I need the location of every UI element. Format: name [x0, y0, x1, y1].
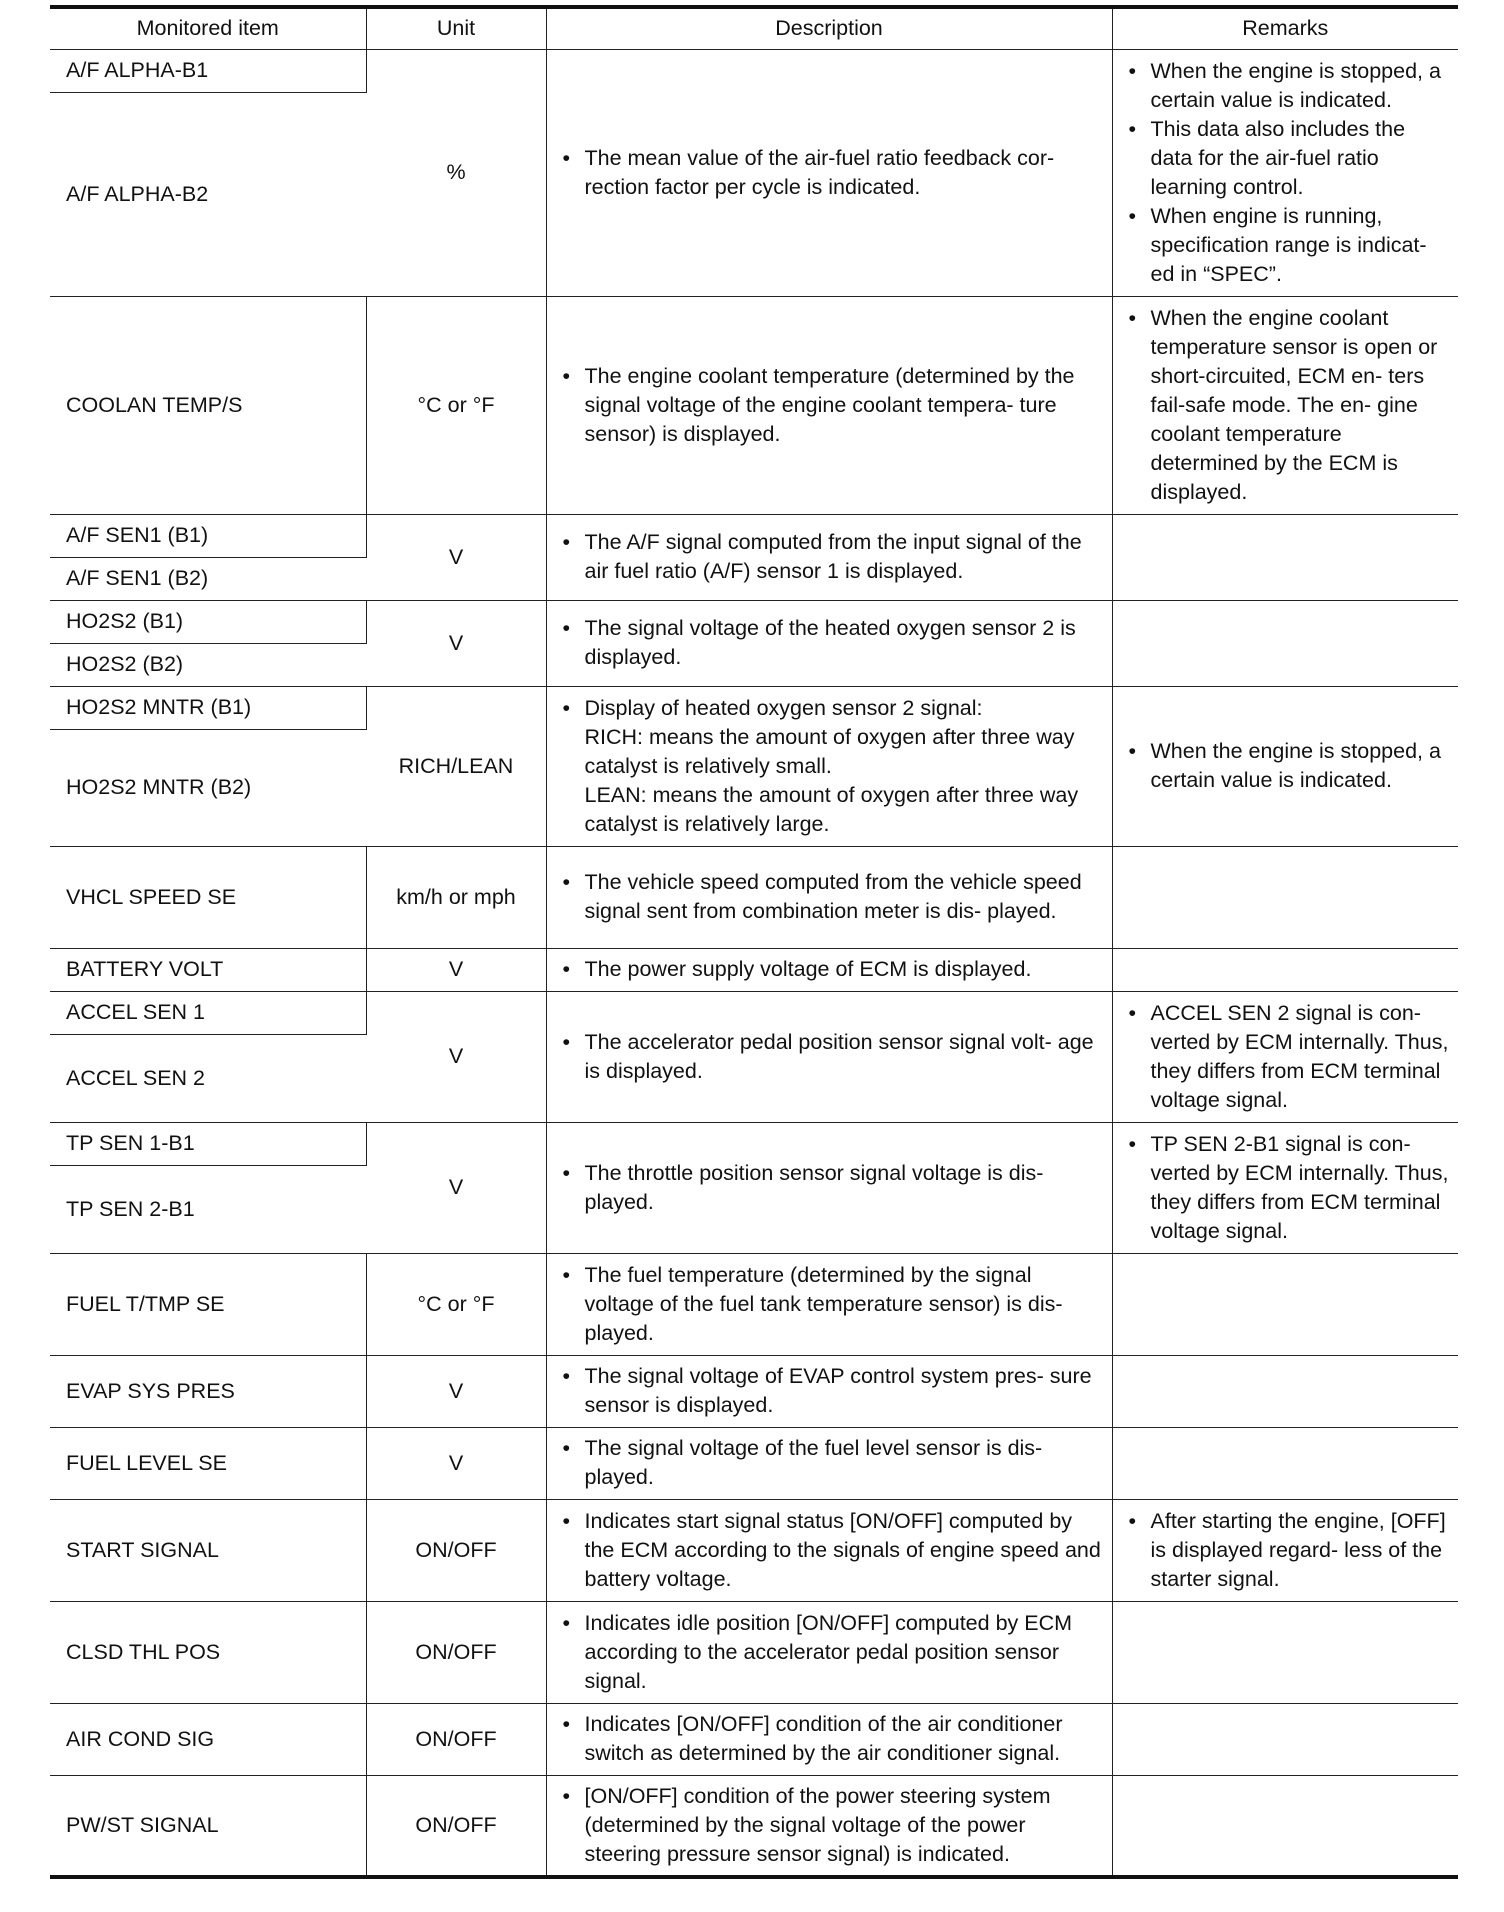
unit-cell: V	[366, 948, 546, 991]
remarks-bullet: • After starting the engine, [OFF] is displayed regard- less of the starter signal.	[1127, 1507, 1451, 1594]
table-row	[50, 296, 1458, 514]
header-row	[50, 7, 1458, 49]
description-cell	[546, 948, 1112, 991]
remarks-cell	[1112, 49, 1458, 296]
monitored-item: TP SEN 2-B1	[50, 1165, 366, 1253]
description-list	[561, 1028, 1104, 1086]
description-list	[561, 955, 1104, 984]
table-row	[50, 686, 1458, 729]
description-bullet: • The mean value of the air-fuel ratio feedback cor- rection factor per cycle is indicated.	[561, 144, 1104, 202]
monitored-item: HO2S2 (B2)	[50, 643, 366, 686]
description-bullet: • The signal voltage of the fuel level sensor is dis- played.	[561, 1434, 1104, 1492]
remarks-list	[1127, 737, 1451, 795]
remarks-cell	[1112, 991, 1458, 1122]
table-row	[50, 991, 1458, 1034]
description-list	[561, 1782, 1104, 1869]
table-row	[50, 846, 1458, 948]
remarks-cell	[1112, 1355, 1458, 1427]
remarks-cell	[1112, 600, 1458, 686]
description-bullet: • The signal voltage of EVAP control system pres- sure sensor is displayed.	[561, 1362, 1104, 1420]
monitored-item: CLSD THL POS	[50, 1601, 366, 1703]
header-monitored-item: Monitored item	[50, 7, 366, 49]
description-bullet: • Indicates idle position [ON/OFF] computed by ECM according to the accelerator pedal position sensor signal.	[561, 1609, 1104, 1696]
document	[50, 5, 1458, 1879]
table-row	[50, 1499, 1458, 1601]
unit-cell: RICH/LEAN	[366, 686, 546, 846]
monitored-item: FUEL LEVEL SE	[50, 1427, 366, 1499]
monitored-item: A/F SEN1 (B2)	[50, 557, 366, 600]
remarks-list	[1127, 57, 1451, 289]
monitored-item: A/F SEN1 (B1)	[50, 514, 366, 557]
remarks-bullet: • When the engine is stopped, a certain value is indicated.	[1127, 57, 1451, 115]
monitored-item: TP SEN 1-B1	[50, 1122, 366, 1165]
description-list	[561, 1362, 1104, 1420]
description-cell	[546, 1355, 1112, 1427]
table-row	[50, 1253, 1458, 1355]
monitored-item: HO2S2 MNTR (B2)	[50, 729, 366, 846]
description-bullet: • The throttle position sensor signal voltage is dis- played.	[561, 1159, 1104, 1217]
description-bullet: • The signal voltage of the heated oxygen sensor 2 is displayed.	[561, 614, 1104, 672]
remarks-bullet: • When the engine coolant temperature sensor is open or short-circuited, ECM en- ters fail-safe mode. The en- gine coolant temperature determined by the ECM is displayed.	[1127, 304, 1451, 507]
header-remarks: Remarks	[1112, 7, 1458, 49]
description-cell	[546, 1775, 1112, 1877]
monitored-item: A/F ALPHA-B2	[50, 92, 366, 296]
remarks-cell	[1112, 1499, 1458, 1601]
remarks-list	[1127, 999, 1451, 1115]
remarks-cell	[1112, 1427, 1458, 1499]
description-list	[561, 144, 1104, 202]
description-bullet: • Indicates [ON/OFF] condition of the air conditioner switch as determined by the air conditioner signal.	[561, 1710, 1104, 1768]
description-list	[561, 1609, 1104, 1696]
description-list	[561, 1710, 1104, 1768]
remarks-bullet: • ACCEL SEN 2 signal is con- verted by ECM internally. Thus, they differs from ECM terminal voltage signal.	[1127, 999, 1451, 1115]
description-list	[561, 868, 1104, 926]
description-cell	[546, 1253, 1112, 1355]
unit-cell: °C or °F	[366, 296, 546, 514]
description-bullet: • The vehicle speed computed from the vehicle speed signal sent from combination meter is dis- played.	[561, 868, 1104, 926]
remarks-list	[1127, 1507, 1451, 1594]
description-cell	[546, 514, 1112, 600]
table-row	[50, 1355, 1458, 1427]
table-row	[50, 948, 1458, 991]
header-description: Description	[546, 7, 1112, 49]
monitored-item: PW/ST SIGNAL	[50, 1775, 366, 1877]
unit-cell: ON/OFF	[366, 1775, 546, 1877]
unit-cell: V	[366, 1122, 546, 1253]
remarks-bullet: • When the engine is stopped, a certain value is indicated.	[1127, 737, 1451, 795]
remarks-cell	[1112, 846, 1458, 948]
remarks-cell	[1112, 1253, 1458, 1355]
description-list	[561, 1434, 1104, 1492]
description-bullet: • The A/F signal computed from the input signal of the air fuel ratio (A/F) sensor 1 is displayed.	[561, 528, 1104, 586]
monitored-item: VHCL SPEED SE	[50, 846, 366, 948]
table-row	[50, 514, 1458, 557]
unit-cell: V	[366, 991, 546, 1122]
table-row	[50, 1775, 1458, 1877]
description-list	[561, 1159, 1104, 1217]
monitored-item: FUEL T/TMP SE	[50, 1253, 366, 1355]
description-cell	[546, 686, 1112, 846]
description-list	[561, 1261, 1104, 1348]
description-cell	[546, 1703, 1112, 1775]
description-cell	[546, 1122, 1112, 1253]
description-cell	[546, 846, 1112, 948]
description-list	[561, 694, 1104, 839]
unit-cell: ON/OFF	[366, 1601, 546, 1703]
description-bullet: • Display of heated oxygen sensor 2 signal: RICH: means the amount of oxygen after three way catalyst is relatively small. LEAN: means the amount of oxygen after three way catalyst is relatively large.	[561, 694, 1104, 839]
unit-cell: V	[366, 514, 546, 600]
unit-cell: V	[366, 1427, 546, 1499]
description-bullet: • The power supply voltage of ECM is displayed.	[561, 955, 1104, 984]
description-bullet: • The engine coolant temperature (determined by the signal voltage of the engine coolant tempera- ture sensor) is displayed.	[561, 362, 1104, 449]
unit-cell: °C or °F	[366, 1253, 546, 1355]
monitored-item: BATTERY VOLT	[50, 948, 366, 991]
unit-cell: V	[366, 1355, 546, 1427]
remarks-cell	[1112, 1601, 1458, 1703]
table-row	[50, 600, 1458, 643]
header-unit: Unit	[366, 7, 546, 49]
monitored-item: AIR COND SIG	[50, 1703, 366, 1775]
remarks-cell	[1112, 686, 1458, 846]
unit-cell: V	[366, 600, 546, 686]
table-row	[50, 1703, 1458, 1775]
description-cell	[546, 600, 1112, 686]
remarks-cell	[1112, 514, 1458, 600]
description-cell	[546, 1427, 1112, 1499]
monitored-item: A/F ALPHA-B1	[50, 49, 366, 92]
table-row	[50, 49, 1458, 92]
remarks-bullet: • This data also includes the data for the air-fuel ratio learning control.	[1127, 115, 1451, 202]
description-cell	[546, 49, 1112, 296]
description-list	[561, 1507, 1104, 1594]
remarks-bullet: • TP SEN 2-B1 signal is con- verted by ECM internally. Thus, they differs from ECM terminal voltage signal.	[1127, 1130, 1451, 1246]
remarks-list	[1127, 304, 1451, 507]
monitored-item: COOLAN TEMP/S	[50, 296, 366, 514]
remarks-cell	[1112, 1703, 1458, 1775]
monitor-table	[50, 5, 1458, 1879]
description-list	[561, 528, 1104, 586]
description-list	[561, 614, 1104, 672]
remarks-cell	[1112, 296, 1458, 514]
table-row	[50, 1122, 1458, 1165]
unit-cell: ON/OFF	[366, 1703, 546, 1775]
monitored-item: START SIGNAL	[50, 1499, 366, 1601]
monitored-item: ACCEL SEN 1	[50, 991, 366, 1034]
description-cell	[546, 1601, 1112, 1703]
description-bullet: • [ON/OFF] condition of the power steering system (determined by the signal voltage of the power steering pressure sensor signal) is indicated.	[561, 1782, 1104, 1869]
description-list	[561, 362, 1104, 449]
unit-cell: km/h or mph	[366, 846, 546, 948]
remarks-cell	[1112, 1775, 1458, 1877]
description-cell	[546, 296, 1112, 514]
monitored-item: EVAP SYS PRES	[50, 1355, 366, 1427]
table-row	[50, 1427, 1458, 1499]
remarks-cell	[1112, 1122, 1458, 1253]
description-bullet: • The accelerator pedal position sensor signal volt- age is displayed.	[561, 1028, 1104, 1086]
description-bullet: • The fuel temperature (determined by the signal voltage of the fuel tank temperature sensor) is dis- played.	[561, 1261, 1104, 1348]
monitored-item: ACCEL SEN 2	[50, 1034, 366, 1122]
unit-cell: ON/OFF	[366, 1499, 546, 1601]
remarks-bullet: • When engine is running, specification range is indicat- ed in “SPEC”.	[1127, 202, 1451, 289]
table-row	[50, 1601, 1458, 1703]
remarks-list	[1127, 1130, 1451, 1246]
description-cell	[546, 991, 1112, 1122]
monitored-item: HO2S2 MNTR (B1)	[50, 686, 366, 729]
monitored-item: HO2S2 (B1)	[50, 600, 366, 643]
unit-cell: %	[366, 49, 546, 296]
remarks-cell	[1112, 948, 1458, 991]
description-bullet: • Indicates start signal status [ON/OFF] computed by the ECM according to the signals of engine speed and battery voltage.	[561, 1507, 1104, 1594]
description-cell	[546, 1499, 1112, 1601]
